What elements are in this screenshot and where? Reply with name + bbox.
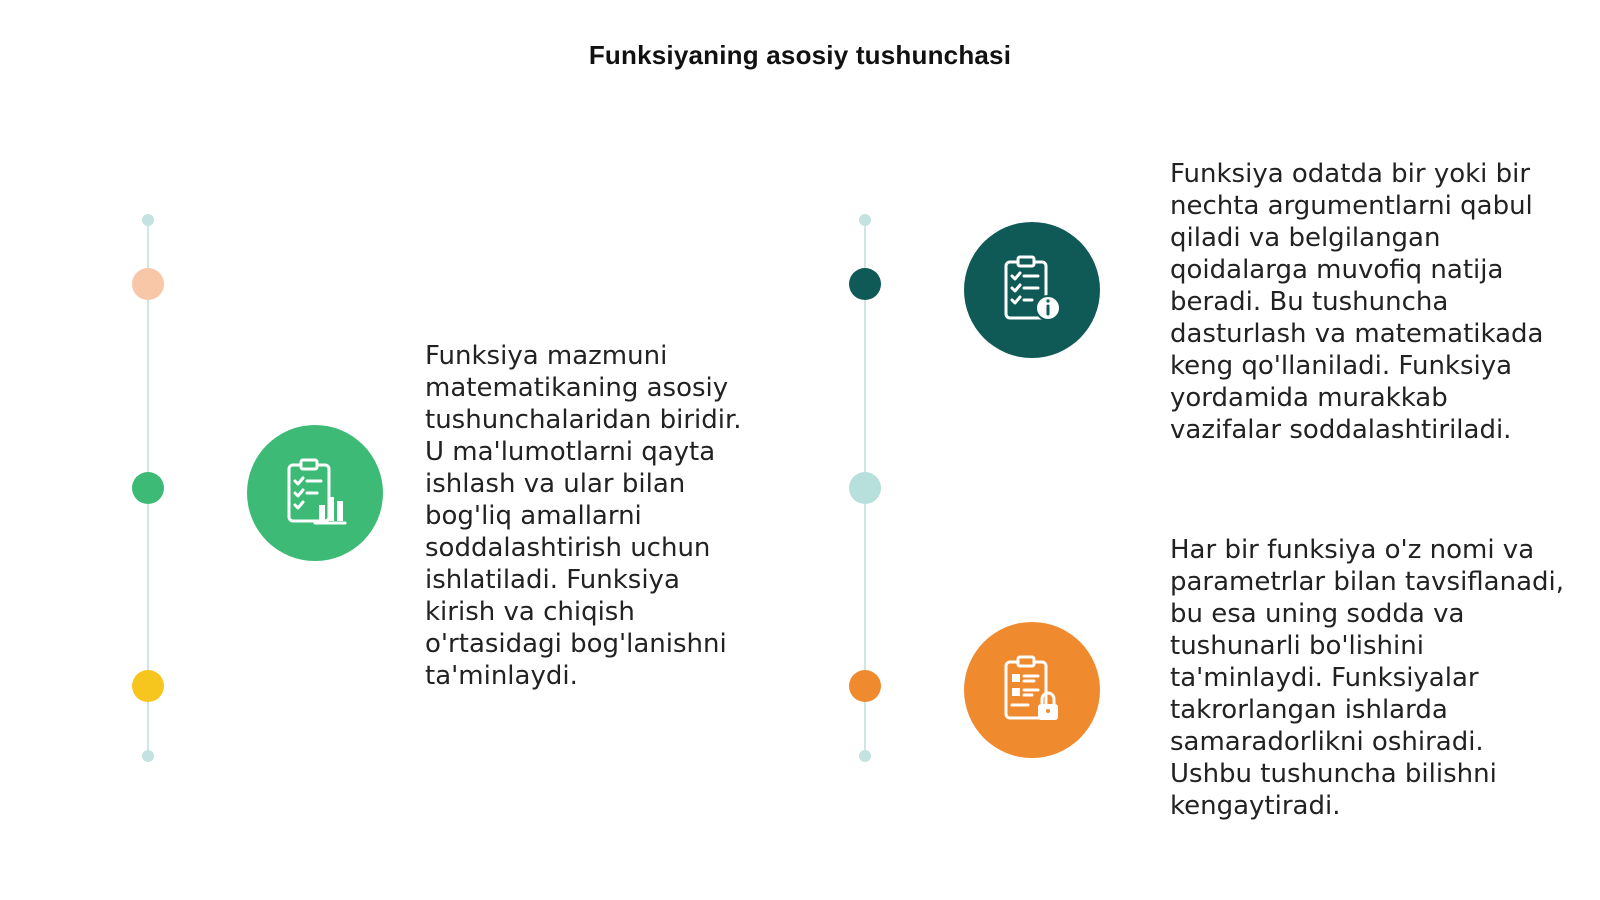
right-top-description: Funksiya odatda bir yoki bir nechta argumentlarni qabul qiladi va belgilangan qoidalarga muvofiq natija beradi. Bu tushuncha dasturlash va matematikada keng qo'llaniladi. Funksiya yordamida murakkab vazifalar soddalashtiriladi. xyxy=(1170,159,1544,445)
clipboard-chart-icon xyxy=(247,425,383,561)
clipboard-lock-icon xyxy=(964,622,1100,758)
right-timeline xyxy=(845,214,885,774)
left-timeline-start xyxy=(142,214,154,226)
left-timeline-dot-yellow xyxy=(132,670,164,702)
right-bottom-description: Har bir funksiya o'z nomi va parametrlar bilan tavsiflanadi, bu esa uning sodda va tushunarli bo'lishini ta'minlaydi. Funksiyalar takrorlangan ishlarda samaradorlikni oshiradi. Ushbu tushuncha bilishni kengaytiradi. xyxy=(1170,535,1564,821)
right-timeline-end xyxy=(859,750,871,762)
left-timeline-end xyxy=(142,750,154,762)
left-timeline-dot-green xyxy=(132,472,164,504)
page-title: Funksiyaning asosiy tushunchasi xyxy=(588,40,1012,70)
right-timeline-dot-orange xyxy=(849,670,881,702)
left-description: Funksiya mazmuni matematikaning asosiy tushunchalaridan biridir. U ma'lumotlarni qayta ishlash va ular bilan bog'liq amallarni soddalashtirish uchun ishlatiladi. Funksiya kirish va chiqish o'rtasidagi bog'lanishni ta'minlaydi. xyxy=(425,341,742,691)
left-timeline-dot-peach xyxy=(132,268,164,300)
right-timeline-dot-light xyxy=(849,472,881,504)
clipboard-info-icon xyxy=(964,222,1100,358)
left-timeline xyxy=(128,214,168,774)
right-timeline-dot-teal xyxy=(849,268,881,300)
right-timeline-start xyxy=(859,214,871,226)
